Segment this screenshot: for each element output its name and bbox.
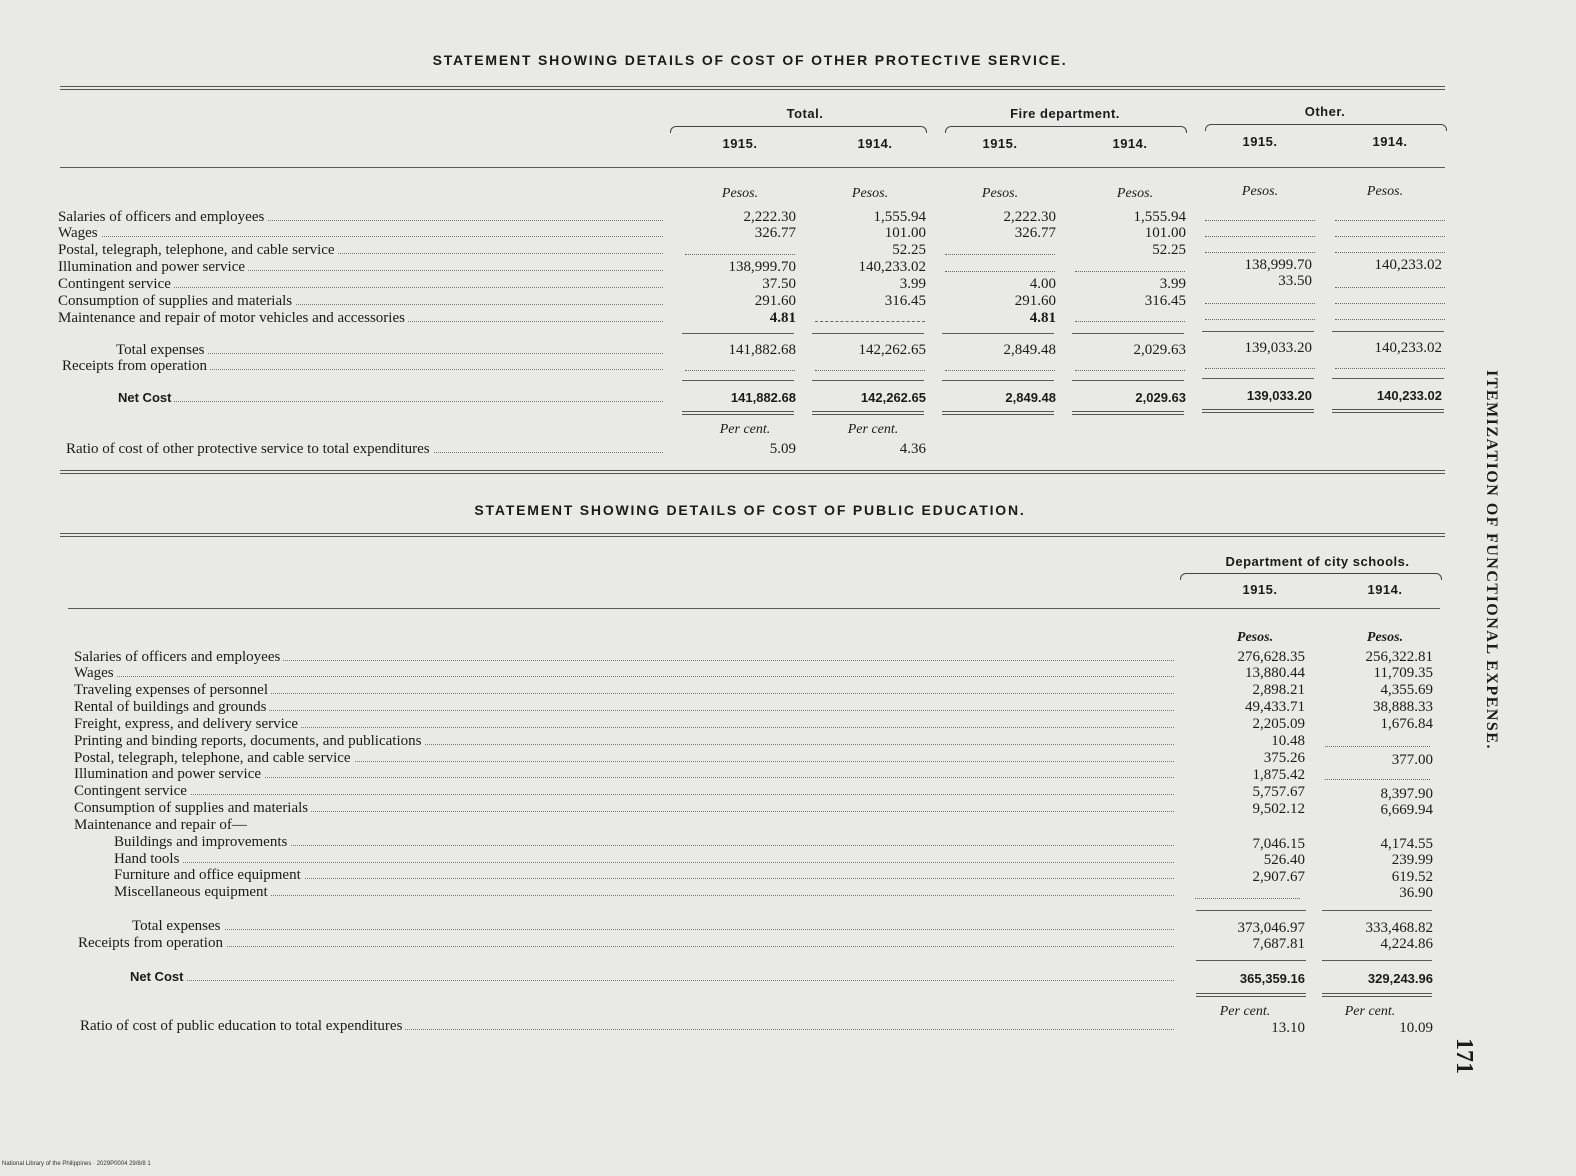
header-rule (68, 608, 1440, 609)
value-cell: 138,999.70 (1244, 257, 1312, 273)
value-cell: 326.77 (754, 225, 796, 241)
section2-top-rule (60, 533, 1445, 537)
value-cell: 9,502.12 (1252, 801, 1305, 817)
brace-fire (945, 126, 1187, 133)
unit-label: Pesos. (1116, 186, 1154, 201)
value-cell: 326.77 (1014, 225, 1056, 241)
net-cost-value: 2,849.48 (1005, 390, 1056, 405)
value-cell: 2,205.09 (1252, 716, 1305, 732)
net-cost-value: 141,882.68 (730, 390, 796, 405)
blank-cell (1325, 746, 1430, 747)
value-cell: 49,433.71 (1245, 699, 1305, 715)
value-cell: 4.00 (1029, 276, 1056, 292)
blank-cell (1335, 252, 1445, 253)
blank-cell (1195, 898, 1300, 899)
row-label: Salaries of officers and employees (58, 209, 663, 225)
value-cell: 4.81 (769, 310, 796, 326)
value-cell: 3.99 (899, 276, 926, 292)
row-label: Freight, express, and delivery service (74, 716, 1174, 732)
value-cell: 316.45 (1144, 293, 1186, 309)
subtotal-rule (1322, 960, 1432, 961)
value-cell: 6,669.94 (1380, 802, 1433, 818)
year-header: 1914. (857, 136, 893, 151)
value-cell: 36.90 (1399, 885, 1433, 901)
value-cell: 526.40 (1263, 852, 1305, 868)
subtotal-rule (682, 380, 794, 381)
total-value: 333,468.82 (1365, 920, 1433, 936)
value-cell: 138,999.70 (728, 259, 796, 275)
subtotal-rule (1322, 910, 1432, 911)
row-label: Maintenance and repair of— (74, 817, 474, 833)
row-label: Furniture and office equipment (114, 867, 1174, 883)
subtotal-rule (1332, 378, 1444, 379)
year-header: 1915. (722, 136, 758, 151)
unit-label: Pesos. (851, 186, 889, 201)
ratio-value: 13.10 (1271, 1020, 1305, 1036)
value-cell: 619.52 (1391, 869, 1433, 885)
value-cell: 2,898.21 (1252, 682, 1305, 698)
net-cost-double-rule (1322, 993, 1432, 997)
total-value: 2,849.48 (1003, 342, 1056, 358)
row-label: Traveling expenses of personnel (74, 682, 1174, 698)
row-label: Salaries of officers and employees (74, 649, 1174, 665)
year-header: 1914. (1372, 134, 1408, 149)
unit-label: Pesos. (721, 186, 759, 201)
net-cost-value: 142,262.65 (860, 390, 926, 405)
row-label: Printing and binding reports, documents, and publications (74, 733, 1174, 749)
blank-cell (1205, 236, 1315, 237)
row-label: Wages (58, 225, 663, 241)
blank-cell (1335, 220, 1445, 221)
net-cost-double-rule (682, 411, 794, 415)
subtotal-rule (1196, 910, 1306, 911)
receipts-value: 4,224.86 (1380, 936, 1433, 952)
value-cell: 1,555.94 (1133, 209, 1186, 225)
scan-credit: National Library of the Philippines · 2029P0004 29/8/8 1 (2, 1161, 151, 1167)
row-label: Contingent service (74, 783, 1174, 799)
value-cell: 4,174.55 (1380, 836, 1433, 852)
net-cost-value: 139,033.20 (1246, 388, 1312, 403)
value-cell: 239.99 (1391, 852, 1433, 868)
total-value: 142,262.65 (858, 342, 926, 358)
value-cell: 1,676.84 (1380, 716, 1433, 732)
total-expenses-label: Total expenses (116, 342, 663, 358)
unit-label: Pesos. (1236, 630, 1274, 645)
blank-cell (685, 370, 795, 371)
section1-top-rule (60, 86, 1445, 90)
unit-label: Pesos. (981, 186, 1019, 201)
row-label: Postal, telegraph, telephone, and cable service (74, 750, 1174, 766)
subtotal-rule (942, 333, 1054, 334)
brace-city-schools (1180, 573, 1442, 580)
value-cell: 13,880.44 (1245, 665, 1305, 681)
value-cell: 33.50 (1278, 273, 1312, 289)
ratio-value: 10.09 (1399, 1020, 1433, 1036)
year-header: 1915. (982, 136, 1018, 151)
subtotal-rule (1072, 380, 1184, 381)
value-cell: 1,875.42 (1252, 767, 1305, 783)
value-cell: 4,355.69 (1380, 682, 1433, 698)
subtotal-rule (1072, 333, 1184, 334)
row-label: Wages (74, 665, 1174, 681)
row-label: Illumination and power service (74, 766, 1174, 782)
unit-label: Pesos. (1366, 184, 1404, 199)
year-header: 1914. (1112, 136, 1148, 151)
value-cell: 11,709.35 (1373, 665, 1433, 681)
net-cost-value: 329,243.96 (1367, 971, 1433, 986)
value-cell: 52.25 (892, 242, 926, 258)
row-label: Postal, telegraph, telephone, and cable service (58, 242, 663, 258)
blank-cell (1335, 287, 1445, 288)
row-label: Consumption of supplies and materials (58, 293, 663, 309)
blank-cell (1205, 368, 1315, 369)
subtotal-rule (942, 380, 1054, 381)
total-expenses-label: Total expenses (132, 918, 1174, 934)
value-cell: 38,888.33 (1373, 699, 1433, 715)
value-cell: 2,222.30 (1003, 209, 1056, 225)
section2-title: STATEMENT SHOWING DETAILS OF COST OF PUBLIC EDUCATION. (474, 502, 1026, 518)
row-label: Hand tools (114, 851, 1174, 867)
value-cell: 2,222.30 (743, 209, 796, 225)
net-cost-value: 365,359.16 (1239, 971, 1305, 986)
value-cell: 7,046.15 (1252, 836, 1305, 852)
ratio-value: 4.36 (899, 441, 926, 457)
unit-label: Pesos. (1366, 630, 1404, 645)
net-cost-double-rule (812, 411, 924, 415)
net-cost-double-rule (1202, 409, 1314, 413)
group-other: Other. (1304, 104, 1346, 119)
value-cell: 1,555.94 (873, 209, 926, 225)
section1-bottom-rule (60, 470, 1445, 474)
year-header: 1915. (1242, 582, 1278, 597)
value-cell: 52.25 (1152, 242, 1186, 258)
value-cell: 10.48 (1271, 733, 1305, 749)
percent-unit: Per cent. (847, 422, 899, 437)
blank-cell (1325, 779, 1430, 780)
value-cell: 291.60 (1014, 293, 1056, 309)
ratio-value: 5.09 (769, 441, 796, 457)
subtotal-rule (1202, 378, 1314, 379)
blank-cell (1075, 321, 1185, 322)
net-cost-label: Net Cost (118, 390, 663, 406)
total-value: 140,233.02 (1374, 340, 1442, 356)
value-cell: 2,907.67 (1252, 869, 1305, 885)
header-rule (60, 167, 1445, 168)
blank-cell (1205, 303, 1315, 304)
row-label: Consumption of supplies and materials (74, 800, 1174, 816)
net-cost-double-rule (1072, 411, 1184, 415)
net-cost-double-rule (1332, 409, 1444, 413)
net-cost-double-rule (1196, 993, 1306, 997)
blank-cell (1335, 303, 1445, 304)
value-cell: 291.60 (754, 293, 796, 309)
value-cell: 101.00 (1144, 225, 1186, 241)
running-title: ITEMIZATION OF FUNCTIONAL EXPENSE. (1483, 370, 1500, 750)
section1-title: STATEMENT SHOWING DETAILS OF COST OF OTHER PROTECTIVE SERVICE. (432, 52, 1068, 68)
blank-cell (685, 254, 795, 255)
row-label: Illumination and power service (58, 259, 663, 275)
row-label: Miscellaneous equipment (114, 884, 1174, 900)
group-total: Total. (786, 106, 824, 121)
value-cell: 8,397.90 (1380, 786, 1433, 802)
net-cost-double-rule (942, 411, 1054, 415)
total-value: 2,029.63 (1133, 342, 1186, 358)
total-value: 139,033.20 (1244, 340, 1312, 356)
group-fire-department: Fire department. (1010, 106, 1120, 121)
subtotal-rule (1332, 331, 1444, 332)
year-header: 1914. (1367, 582, 1403, 597)
value-cell: 5,757.67 (1252, 784, 1305, 800)
group-city-schools: Department of city schools. (1225, 554, 1410, 569)
percent-unit: Per cent. (719, 422, 771, 437)
percent-unit: Per cent. (1219, 1004, 1271, 1019)
value-cell: 375.26 (1263, 750, 1305, 766)
value-cell: 256,322.81 (1365, 649, 1433, 665)
page-number: 171 (1451, 1038, 1477, 1074)
blank-cell (945, 370, 1055, 371)
blank-cell (1205, 252, 1315, 253)
value-cell: 101.00 (884, 225, 926, 241)
row-label: Rental of buildings and grounds (74, 699, 1174, 715)
subtotal-rule (1202, 331, 1314, 332)
receipts-value: 7,687.81 (1252, 936, 1305, 952)
unit-label: Pesos. (1241, 184, 1279, 199)
value-cell: 37.50 (762, 276, 796, 292)
blank-cell (1335, 319, 1445, 320)
ratio-label: Ratio of cost of other protective service to total expenditures (66, 441, 663, 457)
ratio-label: Ratio of cost of public education to total expenditures (80, 1018, 1174, 1034)
row-label: Buildings and improvements (114, 834, 1174, 850)
blank-cell (1205, 220, 1315, 221)
blank-cell (945, 271, 1055, 272)
value-cell: 377.00 (1391, 752, 1433, 768)
total-value: 141,882.68 (728, 342, 796, 358)
subtotal-rule (682, 333, 794, 334)
total-value: 373,046.97 (1237, 920, 1305, 936)
value-cell: 3.99 (1159, 276, 1186, 292)
subtotal-rule (812, 380, 924, 381)
receipts-label: Receipts from operation (78, 935, 1174, 951)
blank-cell (815, 370, 925, 371)
net-cost-value: 140,233.02 (1376, 388, 1442, 403)
row-label: Contingent service (58, 276, 663, 292)
brace-other (1205, 124, 1447, 131)
net-cost-value: 2,029.63 (1135, 390, 1186, 405)
percent-unit: Per cent. (1344, 1004, 1396, 1019)
blank-cell (1205, 319, 1315, 320)
value-cell: 140,233.02 (1374, 257, 1442, 273)
receipts-label: Receipts from operation (62, 358, 663, 374)
year-header: 1915. (1242, 134, 1278, 149)
brace-total (670, 126, 927, 133)
blank-cell (1335, 236, 1445, 237)
value-cell: 140,233.02 (858, 259, 926, 275)
net-cost-label: Net Cost (130, 969, 1174, 985)
blank-cell (815, 321, 925, 322)
blank-cell (945, 254, 1055, 255)
value-cell: 4.81 (1029, 310, 1056, 326)
value-cell: 316.45 (884, 293, 926, 309)
blank-cell (1075, 271, 1185, 272)
blank-cell (1335, 368, 1445, 369)
subtotal-rule (1196, 960, 1306, 961)
blank-cell (1075, 370, 1185, 371)
subtotal-rule (812, 333, 924, 334)
value-cell: 276,628.35 (1237, 649, 1305, 665)
row-label: Maintenance and repair of motor vehicles and accessories (58, 310, 663, 326)
